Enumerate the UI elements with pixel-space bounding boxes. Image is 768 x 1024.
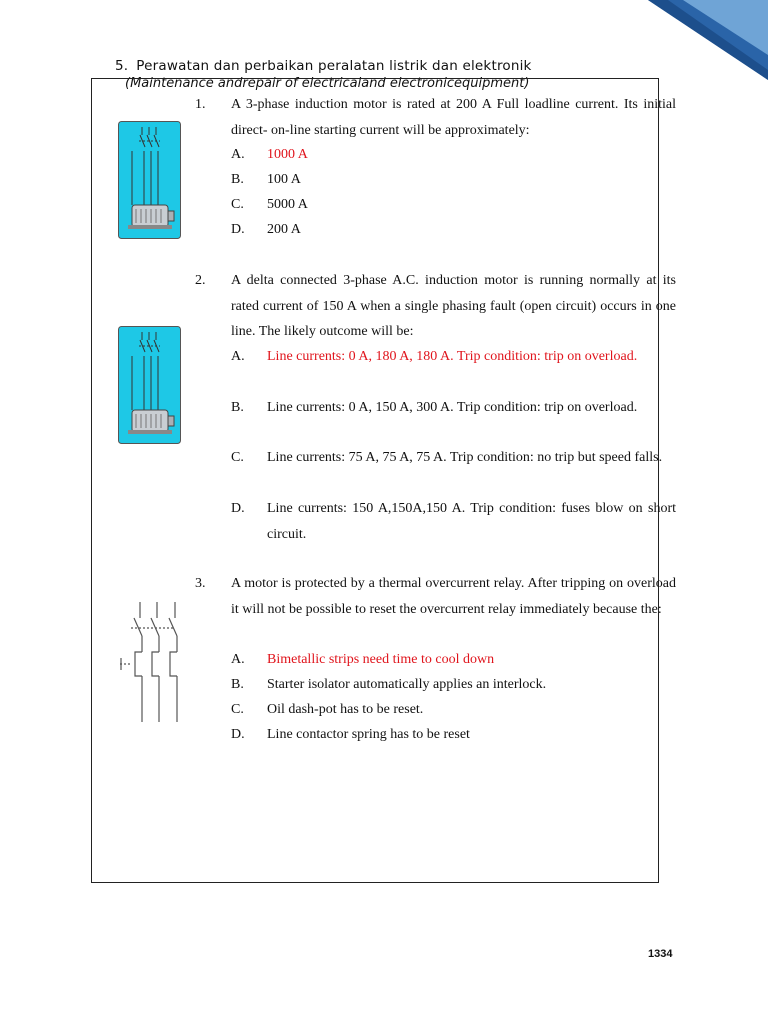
option-text-correct: Bimetallic strips need time to cool down: [267, 652, 495, 667]
question-number: 1.: [195, 97, 206, 112]
question-text: A delta connected 3-phase A.C. induction motor is running normally at its rated current of 150 A when a single phasing fault (open circuit) occurs in one line. The likely outcome will be:: [231, 273, 676, 339]
option-text: Line currents: 150 A,150A,150 A. Trip condition: fuses blow on short circuit.: [267, 501, 676, 542]
option-letter: B.: [231, 400, 244, 415]
option-text: 5000 A: [267, 197, 308, 212]
option-text-correct: 1000 A: [267, 147, 308, 162]
option-text: Starter isolator automatically applies an interlock.: [267, 677, 547, 692]
question-text: A motor is protected by a thermal overcurrent relay. After tripping on overload it will not be possible to reset the overcurrent relay immediately because the:: [231, 576, 676, 617]
option-text-correct: Line currents: 0 A, 180 A, 180 A. Trip condition: trip on overload.: [267, 349, 638, 364]
question-number: 3.: [195, 576, 206, 591]
option-letter: A.: [231, 147, 245, 162]
option-letter: B.: [231, 677, 244, 692]
option-letter: C.: [231, 702, 244, 717]
option-letter: D.: [231, 727, 245, 742]
option-text: 200 A: [267, 222, 301, 237]
option-letter: C.: [231, 450, 244, 465]
motor-starter-diagram-icon: [118, 121, 181, 239]
question-text: A 3-phase induction motor is rated at 200 A Full loadline current. Its initial direct- on-line starting current will be approximately:: [231, 97, 676, 138]
option-letter: B.: [231, 172, 244, 187]
option-text: Line currents: 75 A, 75 A, 75 A. Trip condition: no trip but speed falls.: [267, 450, 663, 465]
page-number: 1334: [648, 948, 673, 960]
option-letter: D.: [231, 222, 245, 237]
corner-decoration: [608, 0, 768, 80]
section-title: Perawatan dan perbaikan peralatan listrik dan elektronik: [136, 58, 532, 74]
option-text: Line contactor spring has to be reset: [267, 727, 470, 742]
option-letter: A.: [231, 349, 245, 364]
section-number: 5.: [115, 58, 129, 74]
option-text: 100 A: [267, 172, 301, 187]
motor-starter-diagram-icon: [118, 326, 181, 444]
section-heading: [115, 58, 532, 74]
section-subtitle: (Maintenance andrepair of electricaland electronicequipment): [125, 76, 530, 91]
option-text: Oil dash-pot has to be reset.: [267, 702, 424, 717]
option-letter: C.: [231, 197, 244, 212]
option-letter: D.: [231, 501, 245, 516]
option-text: Line currents: 0 A, 150 A, 300 A. Trip condition: trip on overload.: [267, 400, 638, 415]
thermal-relay-diagram-icon: [115, 600, 185, 725]
option-letter: A.: [231, 652, 245, 667]
question-number: 2.: [195, 273, 206, 288]
